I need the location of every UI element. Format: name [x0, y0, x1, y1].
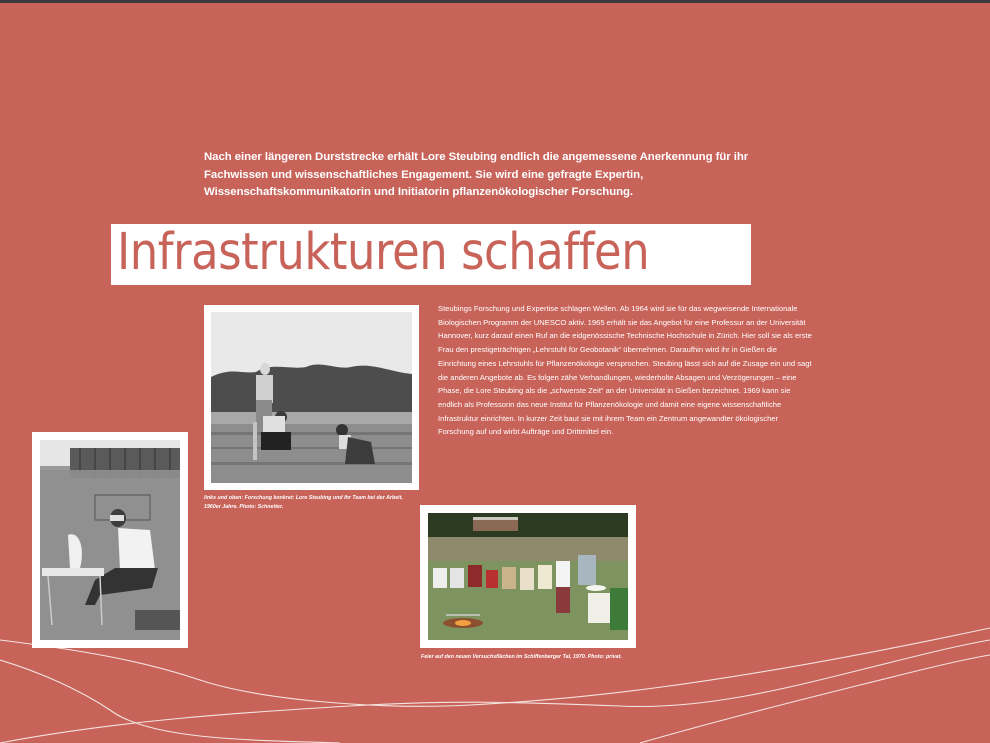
- section-title: Infrastrukturen schaffen: [117, 223, 650, 282]
- photo-frame-celebration: [420, 505, 636, 648]
- intro-paragraph: Nach einer längeren Durststrecke erhält Lore Steubing endlich die angemessene Anerkennung für ihr Fachwissen und wissenschaftliches Engagement. Sie wird eine gefragte Expertin, Wissenschaftskommunikatorin und Initiatorin pflanzenökologischer Forschung.: [204, 151, 749, 198]
- body-paragraph: Steubings Forschung und Expertise schlagen Wellen. Ab 1964 wird sie für das wegweisende Internationale Biologischen Programm der UNESCO aktiv. 1965 erhält sie das Angebot für eine Professur an der Universität Hannover, kurz darauf einen Ruf an die eidgenössische Technische Hochschule in Zürich. Hier soll sie als erste Frau den prestigeträchtigen „Lehrstuhl für Geobotanik“ übernehmen. Daraufhin wird ihr in Gießen die Einrichtung eines Lehrstuhls für Pflanzenökologie versprochen. Steubing lässt sich auf die Zusage ein und sagt die anderen Angebote ab. Es folgen zähe Verhandlungen, wiederholte Absagen und Verzögerungen – eine Phase, die Lore Steubing als die „schwerste Zeit“ an der Universität in Gießen bezeichnet. 1969 kann sie endlich als Professorin das neue Institut für Pflanzenökologie und damit eine eigene wissenschaftliche Infrastruktur einrichten. In kurzer Zeit baut sie mit ihrem Team ein Zentrum angewandter ökologischer Forschung auf und wirbt Aufträge und Drittmittel ein.: [438, 304, 812, 437]
- photo-field-team: [211, 312, 412, 483]
- photo-celebration: [428, 513, 628, 640]
- photo-field-desk: [40, 440, 180, 640]
- caption-field-photos: links und oben: Forschung konkret: Lore Steubing und ihr Team bei der Arbeit, 1960er Jahre. Photo: Schnetter.: [204, 495, 403, 510]
- section-title-box: [111, 224, 751, 285]
- caption-celebration-photo: Feier auf den neuen Versuchsflächen im Schiffenberger Tal, 1970. Photo: privat.: [421, 654, 622, 660]
- photo-frame-field-desk: [32, 432, 188, 648]
- photo-frame-field-team: [204, 305, 419, 490]
